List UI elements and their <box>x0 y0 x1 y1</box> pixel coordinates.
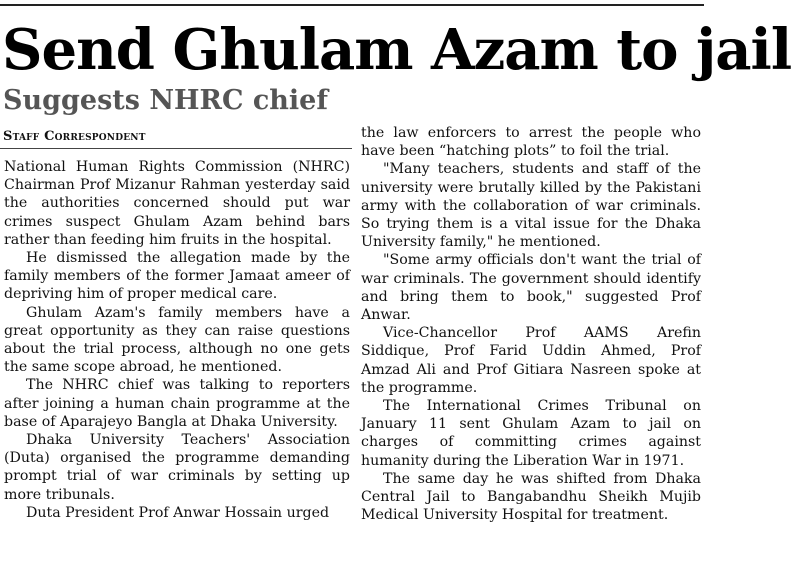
article-column-right <box>361 124 701 524</box>
paragraph: He dismissed the allegation made by the family members of the former Jamaat ameer of depriving him of proper medical care. <box>4 250 350 303</box>
byline-rule <box>0 148 352 149</box>
subheadline: Suggests NHRC chief <box>3 85 328 116</box>
paragraph: Duta President Prof Anwar Hossain urged <box>26 504 330 521</box>
paragraph: Dhaka University Teachers' Association (Duta) organised the programme demanding prompt trial of war criminals by setting up more tribunals. <box>4 432 350 503</box>
paragraph: Ghulam Azam's family members have a great opportunity as they can raise questions about the trial process, although no one gets the same scope abroad, he mentioned. <box>4 304 350 376</box>
top-rule <box>0 4 704 6</box>
headline: Send Ghulam Azam to jail <box>2 17 791 83</box>
paragraph: The same day he was shifted from Dhaka Central Jail to Bangabandhu Sheikh Mujib Medical University Hospital for treatment. <box>361 470 701 524</box>
paragraph: The NHRC chief was talking to reporters after joining a human chain programme at the base of Aparajeyo Bangla at Dhaka University. <box>4 377 350 430</box>
paragraph: National Human Rights Commission (NHRC) Chairman Prof Mizanur Rahman yesterday said the authorities concerned should put war crimes suspect Ghulam Azam behind bars rather than feeding him fruits in the hospital. <box>4 159 350 248</box>
paragraph: The International Crimes Tribunal on January 11 sent Ghulam Azam to jail on charges of committing crimes against humanity during the Liberation War in 1971. <box>361 398 701 469</box>
paragraph: "Many teachers, students and staff of the university were brutally killed by the Pakistani army with the collaboration of war criminals. So trying them is a vital issue for the Dhaka University family," he mentioned. <box>361 161 701 251</box>
paragraph: Vice-Chancellor Prof AAMS Arefin Siddique, Prof Farid Uddin Ahmed, Prof Amzad Ali and Prof Gitiara Nasreen spoke at the programme. <box>361 325 701 396</box>
article-column-left <box>4 158 350 522</box>
paragraph: the law enforcers to arrest the people who have been “hatching plots” to foil the trial. <box>361 125 701 160</box>
byline: Staff Correspondent <box>3 129 146 144</box>
paragraph: "Some army officials don't want the trial of war criminals. The government should identify and bring them to book," suggested Prof Anwar. <box>361 252 701 324</box>
